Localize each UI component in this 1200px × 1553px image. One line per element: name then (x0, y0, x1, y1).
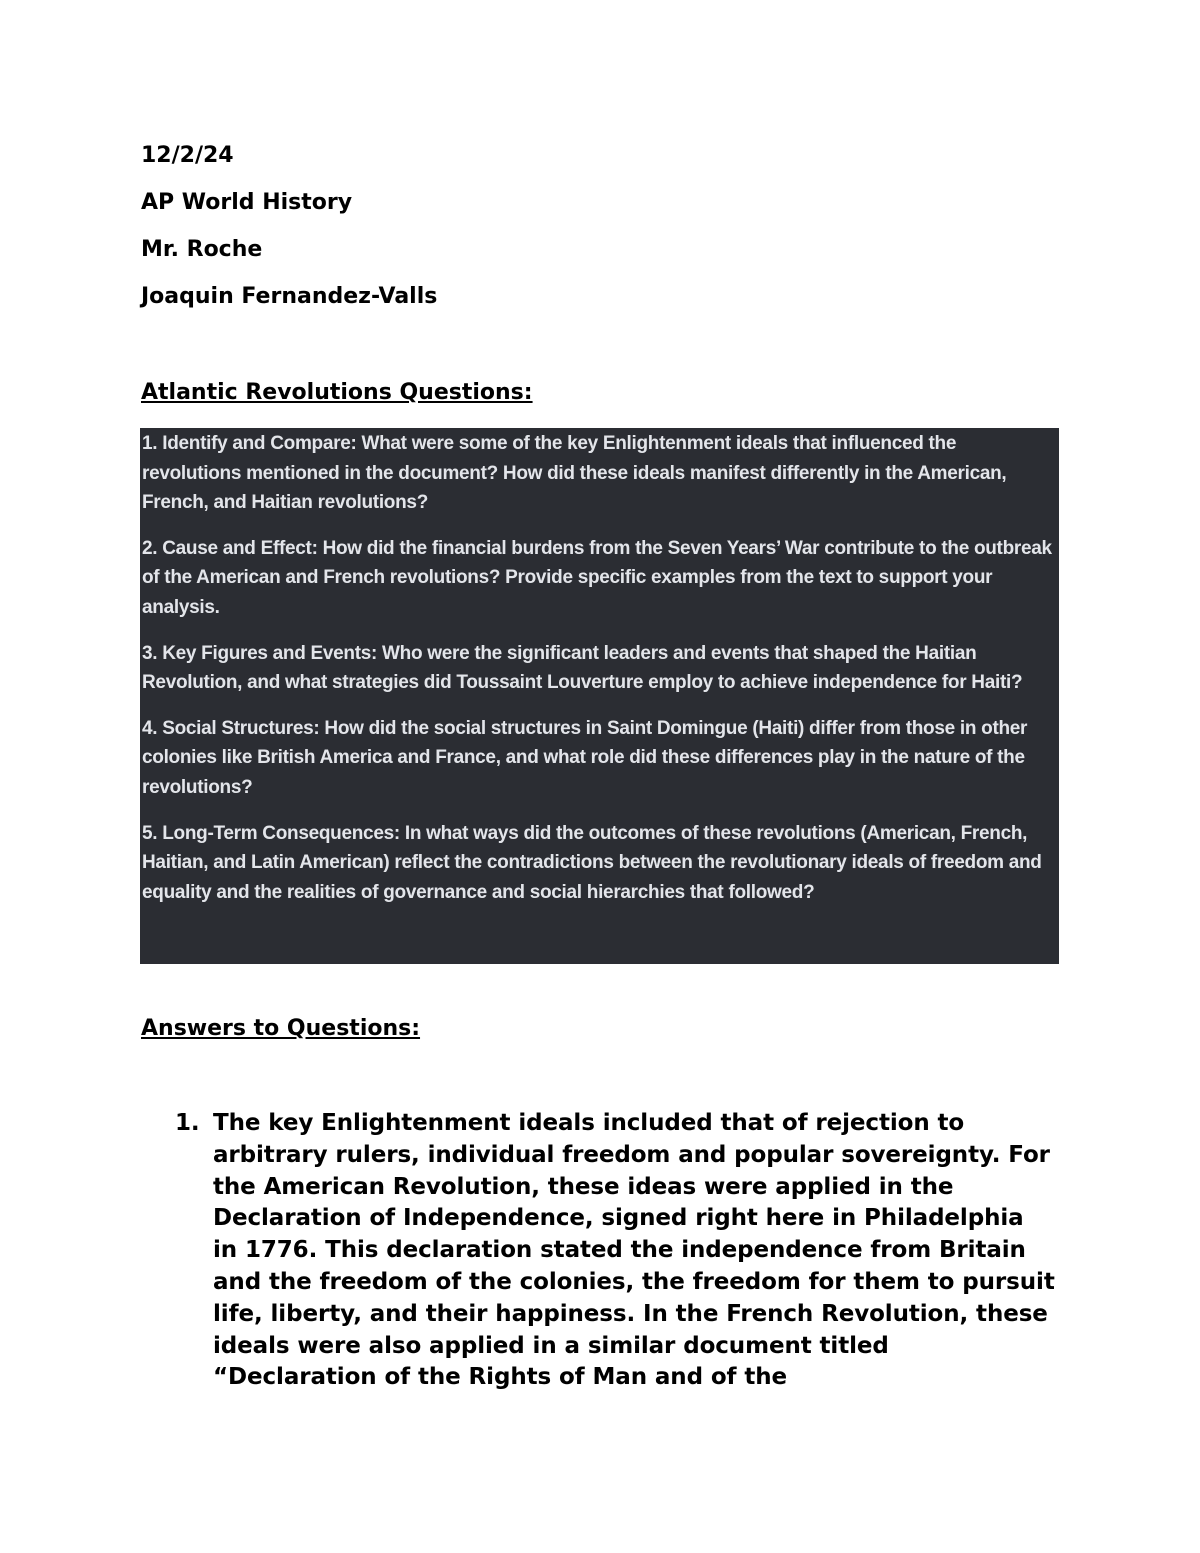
date-line: 12/2/24 (141, 143, 234, 168)
questions-heading: Atlantic Revolutions Questions: (141, 380, 533, 405)
question-item: 3. Key Figures and Events: Who were the significant leaders and events that shaped the Haitian Revolution, and what strategies did Toussaint Louverture employ to achieve independence for Haiti? (142, 642, 1023, 694)
question-item: 5. Long-Term Consequences: In what ways did the outcomes of these revolutions (American, French, Haitian, and Latin American) reflect the contradictions between the revolutionary ideals of freedom and equality and the realities of governance and social hierarchies that followed? (142, 822, 1042, 903)
question-item: 2. Cause and Effect: How did the financial burdens from the Seven Years’ War contribute to the outbreak of the American and French revolutions? Provide specific examples from the text to support your analysis. (142, 537, 1052, 618)
questions-block (140, 428, 1059, 964)
teacher-line: Mr. Roche (141, 237, 263, 262)
answers-list (175, 1108, 1055, 1394)
question-item: 4. Social Structures: How did the social structures in Saint Domingue (Haiti) differ from those in other colonies like British America and France, and what role did these differences play in the nature of the revolutions? (142, 717, 1028, 798)
answer-text: The key Enlightenment ideals included that of rejection to arbitrary rulers, individual freedom and popular sovereignty. For the American Revolution, these ideas were applied in the Declaration of Independence, signed right here in Philadelphia in 1776. This declaration stated the independence from Britain and the freedom of the colonies, the freedom for them to pursuit life, liberty, and their happiness. In the French Revolution, these ideals were also applied in a similar document titled “Declaration of the Rights of Man and of the (213, 1110, 1055, 1391)
answers-heading: Answers to Questions: (141, 1016, 421, 1041)
answer-number: 1. (175, 1110, 200, 1136)
student-name-line: Joaquin Fernandez-Valls (141, 284, 438, 309)
answer-item (175, 1108, 1055, 1394)
question-item: 1. Identify and Compare: What were some of the key Enlightenment ideals that influenced the revolutions mentioned in the document? How did these ideals manifest differently in the American, French, and Haitian revolutions? (142, 433, 1007, 514)
course-line: AP World History (141, 190, 353, 215)
